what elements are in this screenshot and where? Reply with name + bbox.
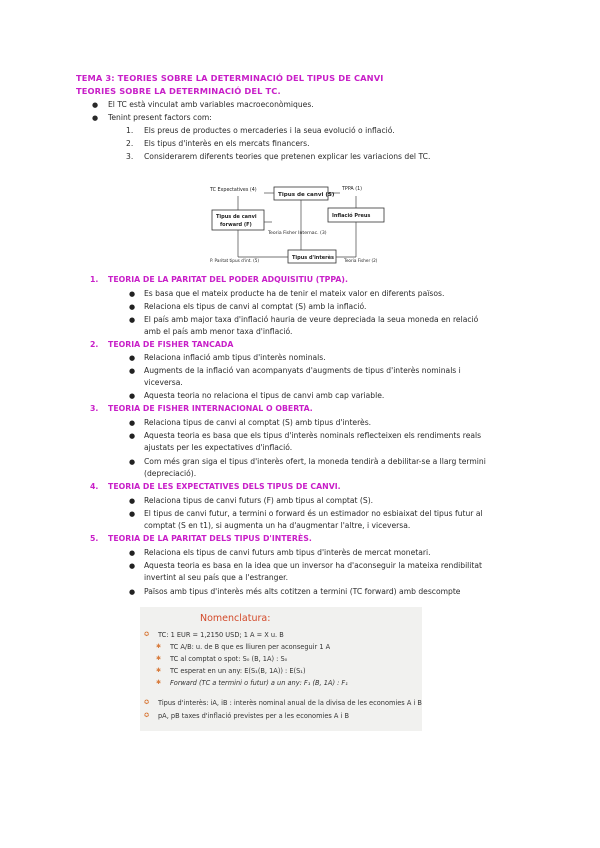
document-page: TEMA 3: TEORIES SOBRE LA DETERMINACIÓ DEL TIPUS DE CANVI TEORIES SOBRE LA DETERMINACIÓ DEL TC. ● El TC està vinculat amb variables macroeconòmiques. ● Tenint present factors com: 1. Els preus de productes o mercaderies i la seua evolució o inflació. 2. Els tipus d'interès en els mercats financers. 3. Considerarem diferents teories que pretenen explicar les variacions del TC. TC Expectatives (4) Tipus de canvi (S) TPPA (1) Tipus de canvi forward (F) Inflació Preus Teoria Fisher Internac. (3) Tipus d'interès P. Paritat tipus d'int. (5) Teoria Fisher (2) 1. TEORIA DE LA PARITAT DEL PODER ADQUISITIU (TPPA). ● Es basa que el mateix producte ha de tenir el mateix valor en diferents països. ● Relaciona els tipus de canvi al comptat (S) amb la inflació. ● El país amb major taxa d'inflació hauria de veure depreciada la seua moneda en relació amb el país amb menor taxa d'inflació. 2. TEORIA DE FISHER TANCADA ● Relaciona inflació amb tipus d'interès nominals. ● Augments de la inflació van acompanyats d'augments de tipus d'interès nominals i viceversa. ● Aquesta teoria no relaciona el tipus de canvi amb cap variable. 3. TEORIA DE FISHER INTERNACIONAL O OBERTA. ● Relaciona tipus de canvi al comptat (S) amb tipus d'interès. ● Aquesta teoria es basa que els tipus d'interès nominals reflecteixen els rendiments reals ajustats per les expectatives d'inflació. ● Com més gran siga el tipus d'interès ofert, la moneda tendirà a debilitar-se a llarg termini (depreciació). 4. TEORIA DE LES EXPECTATIVES DELS TIPUS DE CANVI. ● Relaciona tipus de canvi futurs (F) amb tipus al comptat (S). ● El tipus de canvi futur, a termini o forward és un estimador no esbiaixat del tipus futur al comptat (S en t1), si augmenta un ha d'augmentar l'altre, i viceversa. 5. TEORIA DE LA PARITAT DELS TIPUS D'INTERÈS. ● Relaciona els tipus de canvi futurs amb tipus d'interès de mercat monetari. ● Aquesta teoria es basa en la idea que un inversor ha d'aconseguir la mateixa rendibilitat invertint al seu país que a l'estranger. ● Països amb tipus d'interès més alts cotitzen a termini (TC forward) amb descompte Nomenclatura: ✪ TC: 1 EUR = 1,2150 USD; 1 A = X u. B ✱ TC A/B: u. de B que es lliuren per aconseguir 1 A ✱ TC al comptat o spot: S₀ (B, 1A) : S₀ ✱ TC esperat en un any: E(S₁(B, 1A)) : E(S₁) ✱ Forward (TC a termini o futur) a un any: F₁ (B, 1A) : F₁ ✪ Tipus d'interès: iA, iB : interès nominal anual de la divisa de les economies A i B ✪ pA, pB taxes d'inflació previstes per a les economies A i B bbox=[0, 0, 600, 848]
expectations-label: TC Expectatives (4) bbox=[210, 188, 257, 193]
spot-rate-label: Tipus de canvi (S) bbox=[278, 192, 335, 198]
orange-bullet-icon: ✱ bbox=[156, 643, 162, 650]
theories-diagram bbox=[208, 182, 392, 266]
section-heading: 4. TEORIA DE LES EXPECTATIVES DELS TIPUS DE CANVI. bbox=[90, 482, 341, 491]
bullet-dot: ● bbox=[92, 101, 99, 109]
nomenclature-box: Nomenclatura: ✪ TC: 1 EUR = 1,2150 USD; 1 A = X u. B ✱ TC A/B: u. de B que es lliuren per aconseguir 1 A ✱ TC al comptat o spot: S₀ (B, 1A) : S₀ ✱ TC esperat en un any: E(S₁(B, 1A)) : E(S₁) ✱ Forward (TC a termini o futur) a un any: F₁ (B, 1A) : F₁ ✪ Tipus d'interès: iA, iB : interès nominal anual de la divisa de les economies A i B ✪ pA, pB taxes d'inflació previstes per a les economies A i B bbox=[140, 607, 422, 731]
orange-bullet-icon: ✱ bbox=[156, 679, 162, 686]
tppa-label: TPPA (1) bbox=[342, 187, 363, 192]
orange-bullet-icon: ✱ bbox=[156, 655, 162, 662]
section-heading: 3. TEORIA DE FISHER INTERNACIONAL O OBERTA. bbox=[90, 404, 313, 413]
section-heading: 5. TEORIA DE LA PARITAT DELS TIPUS D'INTERÈS. bbox=[90, 534, 312, 543]
orange-bullet-icon: ✪ bbox=[144, 712, 150, 719]
orange-bullet-icon: ✪ bbox=[144, 699, 150, 706]
orange-bullet-icon: ✪ bbox=[144, 631, 150, 638]
forward-rate-label-1: Tipus de canvi bbox=[216, 214, 257, 220]
page-title: TEMA 3: TEORIES SOBRE LA DETERMINACIÓ DEL TIPUS DE CANVI bbox=[76, 73, 384, 83]
interest-parity-label: P. Paritat tipus d'int. (5) bbox=[210, 258, 259, 263]
fisher-closed-label: Teoria Fisher (2) bbox=[344, 258, 378, 263]
orange-bullet-icon: ✱ bbox=[156, 667, 162, 674]
bullet-dot: ● bbox=[92, 114, 99, 122]
inflation-label: Inflació Preus bbox=[332, 213, 371, 219]
section-heading: 1. TEORIA DE LA PARITAT DEL PODER ADQUISITIU (TPPA). bbox=[90, 275, 348, 284]
section-heading: 2. TEORIA DE FISHER TANCADA bbox=[90, 340, 234, 349]
fisher-international-label: Teoria Fisher Internac. (3) bbox=[268, 231, 327, 236]
page-subtitle: TEORIES SOBRE LA DETERMINACIÓ DEL TC. bbox=[76, 86, 281, 96]
forward-rate-label-2: forward (F) bbox=[220, 222, 252, 228]
interest-rate-label: Tipus d'interès bbox=[292, 255, 334, 261]
theories-diagram-svg bbox=[208, 182, 392, 266]
nomenclature-title: Nomenclatura: bbox=[200, 613, 271, 624]
